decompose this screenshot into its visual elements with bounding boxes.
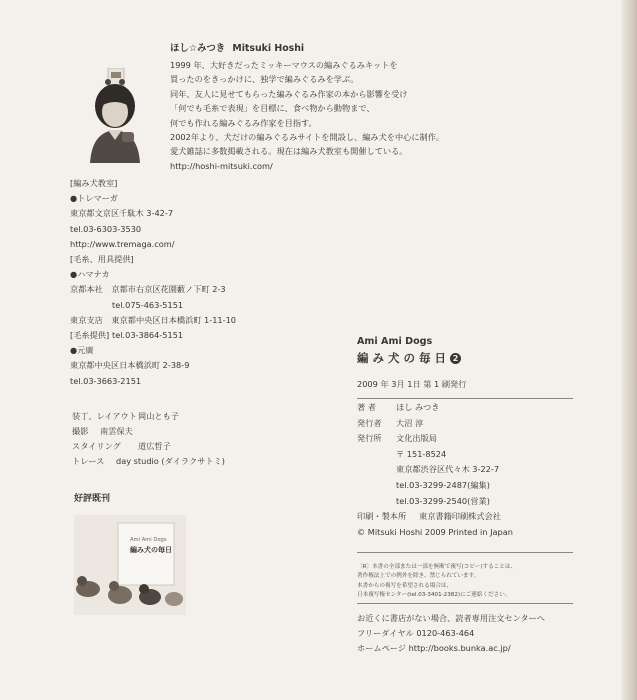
hq-tel: tel.075-463-5151 xyxy=(112,299,184,310)
colophon-value: 大沼 淳 xyxy=(396,417,424,428)
colophon-value: tel.03-3299-2540(営業) xyxy=(396,495,490,506)
series-title: Ami Ami Dogs xyxy=(357,336,433,347)
book-title: 編み犬の毎日 xyxy=(130,546,172,554)
notice-line: 著作権法上での例外を除き、禁じられています。 xyxy=(357,573,480,580)
colophon-label: 発行所 xyxy=(357,433,382,444)
supplies-branch xyxy=(70,313,236,328)
school-org: ●トレマーガ xyxy=(70,193,118,204)
notice-line: 〔R〕本書の全部または一部を無断で複写(コピー)することは、 xyxy=(357,564,517,570)
colophon-rule-top xyxy=(357,398,573,399)
order-contact xyxy=(357,611,545,656)
school-tel: tel.03-6303-3530 xyxy=(70,223,142,234)
colophon-value: 文化出版局 xyxy=(396,433,437,444)
school-url[interactable]: http://www.tremaga.com/ xyxy=(70,238,175,249)
bio-line: 「何でも毛糸で表現」を目標に、食べ物から動物まで、 xyxy=(170,103,375,114)
notice-line: 日本複写権センター(tel.03-3401-2382)にご連絡ください。 xyxy=(357,592,511,599)
book-subtitle: Ami Ami Dogs xyxy=(130,537,167,543)
colophon-value: 東京都渋谷区代々木 3-22-7 xyxy=(396,464,500,475)
contact-phone: フリーダイヤル 0120-463-464 xyxy=(357,628,475,638)
copyright-notice xyxy=(357,563,516,601)
school-section xyxy=(70,176,175,252)
notice-line: 本書からの複写を希望される場合は、 xyxy=(357,582,453,589)
bio-line: 買ったのをきっかけに、独学で編みぐるみを学ぶ。 xyxy=(170,74,359,85)
copyright: © Mitsuki Hoshi 2009 Printed in Japan xyxy=(357,526,513,537)
related-heading: 好評既刊 xyxy=(74,494,111,504)
credit-label: トレース xyxy=(72,456,105,466)
credit-value: 道広哲子 xyxy=(138,441,171,451)
contact-url[interactable]: ホームページ http://books.bunka.ac.jp/ xyxy=(357,643,511,653)
colophon-value: tel.03-3299-2487(編集) xyxy=(396,479,490,490)
credit-row xyxy=(72,454,225,469)
colophon-label: 著 者 xyxy=(357,402,376,412)
yarn-tel: tel.03-3663-2151 xyxy=(70,375,142,386)
branch-tel: tel.03-3864-5151 xyxy=(112,330,184,341)
supplies-heading: [毛糸、用具提供] xyxy=(70,254,134,264)
author-photo xyxy=(70,68,160,163)
author-name-jp: ほし☆みつき xyxy=(170,43,226,54)
supplies-org: ●ハマナカ xyxy=(70,269,110,280)
colophon-value: 〒 151-8524 xyxy=(396,448,447,459)
credit-value: 岡山とも子 xyxy=(138,411,179,421)
credit-value: 南雲保夫 xyxy=(100,426,133,436)
school-heading: [編み犬教室] xyxy=(70,178,118,188)
book-spine-shadow xyxy=(621,0,637,700)
credit-label: 装丁、レイアウト xyxy=(72,411,137,421)
school-address: 東京都文京区千駄木 3-42-7 xyxy=(70,208,174,219)
hq-address: 京都市右京区花園藪ノ下町 2-3 xyxy=(111,284,226,295)
yarn-section xyxy=(70,328,189,389)
book-title-text: 編み犬の毎日 xyxy=(357,351,450,365)
credit-label: スタイリング xyxy=(72,441,121,451)
volume-badge: 2 xyxy=(450,353,461,364)
credit-label: 撮影 xyxy=(72,426,89,436)
author-name xyxy=(170,40,304,54)
credit-row xyxy=(72,409,179,424)
colophon-label: 発行者 xyxy=(357,417,382,428)
yarn-heading: [毛糸提供] xyxy=(70,330,110,340)
author-url[interactable]: http://hoshi-mitsuki.com/ xyxy=(170,160,273,171)
colophon-value: 東京書籍印刷株式会社 xyxy=(419,511,501,522)
colophon-value: ほし みつき xyxy=(396,402,440,412)
credit-row xyxy=(72,424,137,439)
credit-row xyxy=(72,439,171,454)
colophon-rule-middle xyxy=(357,552,573,553)
branch-address: 東京都中央区日本橋浜町 1-11-10 xyxy=(111,314,236,325)
colophon-rule-bottom xyxy=(357,603,573,604)
hq-label: 京都本社 xyxy=(70,284,103,295)
credits-list xyxy=(72,409,225,469)
yarn-org: ●元廣 xyxy=(70,345,94,356)
related-book-cover[interactable] xyxy=(74,515,186,615)
yarn-address: 東京都中央区日本橋浜町 2-38-9 xyxy=(70,360,190,371)
bio-line: 2002年より、犬だけの編みぐるみサイトを開設し、編み犬を中心に制作。 xyxy=(170,132,445,143)
supplies-hq xyxy=(70,282,236,297)
branch-label: 東京支店 xyxy=(70,314,103,325)
colophon-label: 印刷・製本所 xyxy=(357,511,407,522)
bio-line: 1999 年、大好きだったミッキーマウスの編みぐるみキットを xyxy=(170,60,398,70)
book-title-main xyxy=(357,350,461,366)
publish-date: 2009 年 3月 1日 第 1 刷発行 xyxy=(357,379,467,389)
contact-line: お近くに書店がない場合、読者専用注文センターへ xyxy=(357,613,545,623)
bio-line: 同年、友人に見せてもらった編みぐるみ作家の本から影響を受け xyxy=(170,88,408,99)
credit-value: day studio (ダイラクサトミ) xyxy=(116,456,225,466)
bio-line: 愛犬雑誌に多数掲載される。現在は編み犬教室も開催している。 xyxy=(170,146,408,157)
author-name-en: Mitsuki Hoshi xyxy=(232,43,305,54)
author-bio xyxy=(170,58,444,173)
bio-line: 何でも作れる編みぐるみ作家を目指す。 xyxy=(170,117,317,128)
